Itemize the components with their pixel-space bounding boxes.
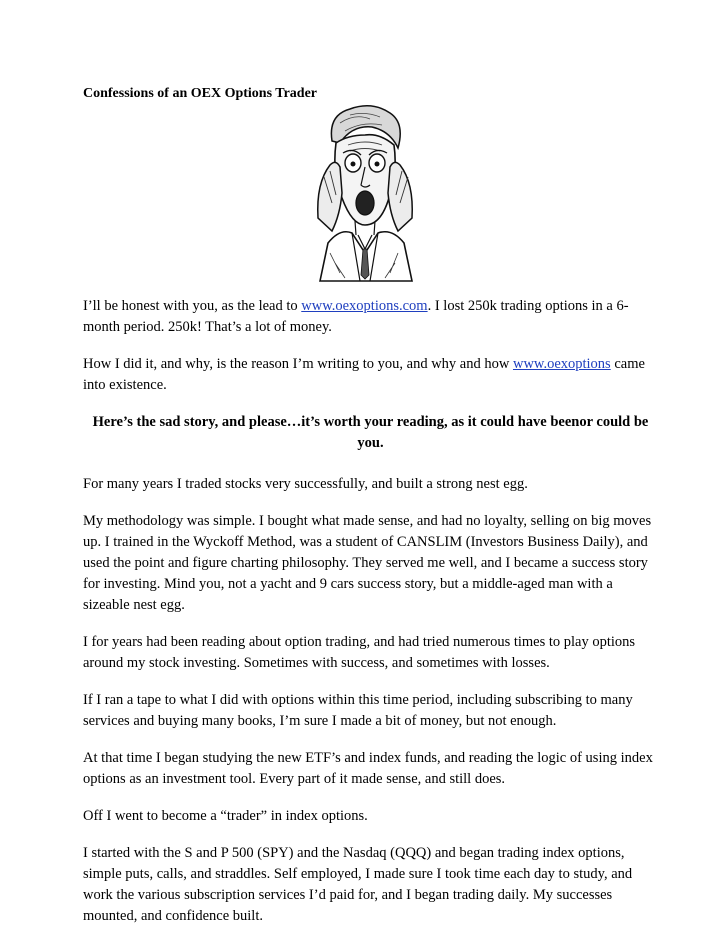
paragraph-stocks: For many years I traded stocks very successfully, and built a strong nest egg. <box>83 476 528 492</box>
paragraph-intro <box>83 296 658 338</box>
screaming-man-icon <box>310 103 420 283</box>
paragraph-text: How I did it, and why, is the reason I’m writing to you, and why and how <box>83 356 513 372</box>
document-body <box>83 296 658 943</box>
oexoptions-link[interactable]: www.oexoptions <box>512 356 611 372</box>
paragraph-text: came into existence. <box>83 356 645 393</box>
paragraph-methodology: My methodology was simple. I bought what made sense, and had no loyalty, selling on big moves up. I trained in the Wyckoff Method, was a student of CANSLIM (Investors Business Daily), and used the point and figure charting philosophy. They served me well, and I became a success story for investing. Mind you, not a yacht and 9 cars success story, but a middle-aged man with a sizeable nest egg. <box>83 513 652 613</box>
paragraph-text: I’ll be honest with you, as the lead to <box>83 298 302 314</box>
paragraph-etf: At that time I began studying the new ETF’s and index funds, and reading the logic of using index options as an investment tool. Every part of it made sense, and still does. <box>83 750 653 787</box>
paragraph-trader: Off I went to become a “trader” in index options. <box>83 808 368 824</box>
paragraph-option-reading: I for years had been reading about option trading, and had tried numerous times to play options around my stock investing. Sometimes with success, and sometimes with losses. <box>83 634 636 671</box>
oexoptions-com-link[interactable]: www.oexoptions.com <box>301 298 428 314</box>
paragraph-reason <box>83 354 658 396</box>
paragraph-text: . I lost 250k trading options in a 6-month period. 250k! That’s a lot of money. <box>83 298 629 335</box>
document-title: Confessions of an OEX Options Trader <box>83 86 318 101</box>
paragraph-tape: If I ran a tape to what I did with options within this time period, including subscribing to many services and buying many books, I’m sure I made a bit of money, but not enough. <box>83 692 633 729</box>
callout-sad-story: Here’s the sad story, and please…it’s worth your reading, as it could have beenor could be you. <box>92 414 649 451</box>
paragraph-started: I started with the S and P 500 (SPY) and the Nasdaq (QQQ) and began trading index options, simple puts, calls, and straddles. Self employed, I made sure I took time each day to study, and work the various subscription services I’d paid for, and I began trading daily. My successes mounted, and confidence built. <box>83 845 633 924</box>
